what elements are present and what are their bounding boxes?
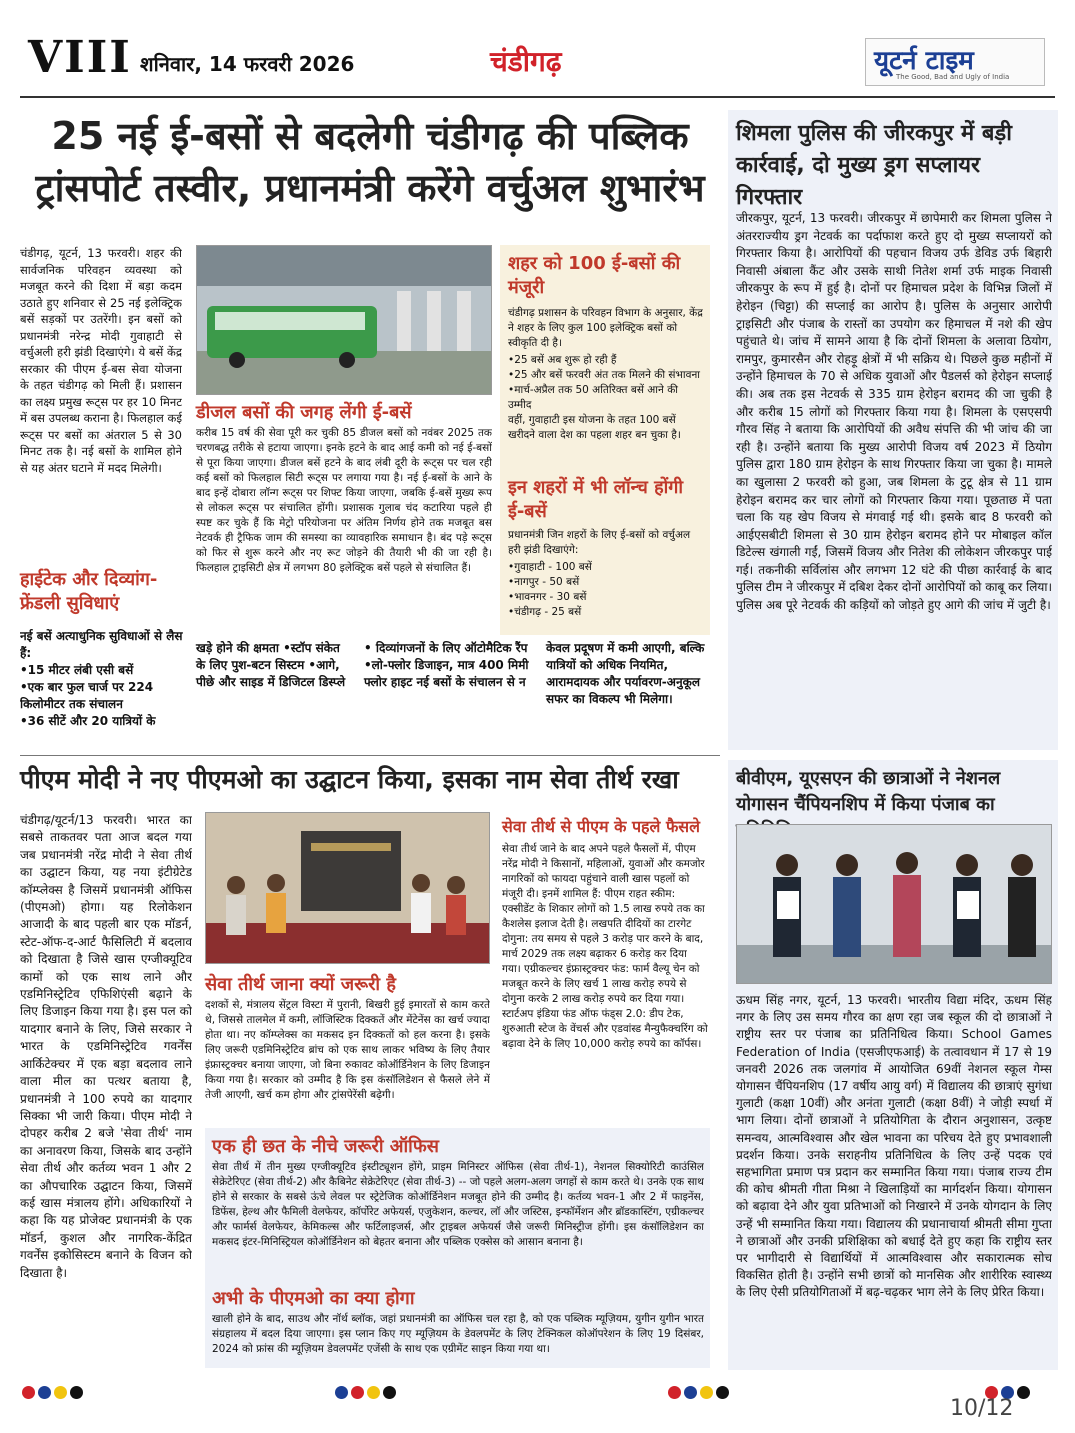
features-col-3: केवल प्रदूषण में कमी आएगी, बल्कि यात्रियों को अधिक नियमित, आरामदायक और पर्यावरण-अनुकूल सफर का विकल्प भी मिलेगा। <box>546 641 705 706</box>
footer-dot <box>367 1386 380 1399</box>
brand-tagline: The Good, Bad and Ugly of India <box>896 73 1010 81</box>
city-bullet: •गुवाहाटी - 100 बसें <box>508 561 592 573</box>
box-cities-list <box>508 528 704 628</box>
city-bullet: •नागपुर - 50 बसें <box>508 576 580 588</box>
ebus-headline-line2: ट्रांसपोर्ट तस्वीर, प्रधानमंत्री करेंगे वर्चुअल शुभारंभ <box>35 166 705 210</box>
old-pmo-subhead: अभी के पीएमओ का क्या होगा <box>212 1288 415 1309</box>
ebus-left-column <box>20 245 182 565</box>
office-paragraph: सेवा तीर्थ में तीन मुख्य एग्जीक्यूटिव इंस्टीट्यूशन होंगे, प्राइम मिनिस्टर ऑफिस (सेवा तीर्थ-1), नेशनल सिक्योरिटी काउंसिल सेक्रेटेरिएट (सेवा तीर्थ-2) और कैबिनेट सेक्रेटेरिएट (सेवा तीर्थ-3) -- जो पहले अलग-अलग जगहों से काम करते थे। उनके एक साथ होने से सरकार के सबसे ऊंचे लेवल पर स्ट्रेटेजिक कोऑर्डिनेशन मजबूत होने की उम्मीद है। कर्तव्य भवन-1 और 2 में फाइनेंस, डिफेंस, हेल्थ और फैमिली वेलफेयर, कॉर्पोरेट अफेयर्स, एजुकेशन, कल्चर, लॉ और जस्टिस, इन्फॉर्मेशन और ब्रॉडकास्टिंग, एग्रीकल्चर और फार्मर्स वेलफेयर, केमिकल्स और फर्टिलाइजर्स, और ट्राइबल अफेयर्स जैसे जरूरी मिनिस्ट्रीज होंगी। इस कंसॉलिडेशन का मकसद इंटर-मिनिस्ट्रियल कोऑर्डिनेशन को बेहतर बनाना और पब्लिक एक्सेस को आसान बनाना है। <box>212 1161 704 1248</box>
old-pmo-paragraph: खाली होने के बाद, साउथ और नॉर्थ ब्लॉक, जहां प्रधानमंत्री का ऑफिस चल रहा है, को एक पब्लिक म्यूज़ियम, युगीन युगीन भारत संग्रहालय में बदल दिया जाएगा। इस प्लान किए गए म्यूज़ियम के डेवलपमेंट के लिए टेक्निकल कोऑपरेशन के लिए 19 दिसंबर, 2024 को फ्रांस की म्यूज़ियम डेवलपमेंट एजेंसी के साथ एक एग्रीमेंट साइन किया गया था। <box>212 1313 704 1355</box>
yoga-body <box>736 992 1052 1364</box>
footer-dot <box>22 1386 35 1399</box>
drug-paragraph: जीरकपुर, यूटर्न, 13 फरवरी। जीरकपुर में छापेमारी कर शिमला पुलिस ने अंतरराज्यीय ड्रग नेटवर्क का पर्दाफाश करते हुए दो मुख्य सप्लायरों को गिरफ्तार किया है। आरोपियों की पहचान विजय उर्फ डेविड उर्फ बिहारी निवासी अंबाला कैंट और उसके साथी नितेश शर्मा उर्फ माइक निवासी जीरकपुर के रूप में हुई है। दोनों पर हिमाचल प्रदेश के विभिन्न जिलों में हेरोइन (चिट्टा) की सप्लाई का आरोप है। पुलिस के अनुसार आरोपी ट्राइसिटी और पंजाब के रास्तों का उपयोग कर हिमाचल में नशे की खेप पहुंचाते थे। जांच में सामने आया है कि दोनों शिमला के अलावा ठियोग, रामपुर, कुमारसैन और रोहड़ू क्षेत्रों में भी सक्रिय थे। पिछले कुछ महीनों में उन्होंने हिमाचल के 70 से अधिक युवाओं और पैडलर्स को हेरोइन सप्लाई की। अब तक इस नेटवर्क से 335 ग्राम हेरोइन बरामद की जा चुकी है और करीब 15 लोगों को गिरफ्तार किया गया है। शिमला के एसएसपी गौरव सिंह ने बताया कि आरोपियों की अवैध संपत्ति की भी जांच की जा रही है। उन्होंने बताया कि मुख्य आरोपी विजय वर्ष 2023 में ठियोग पुलिस द्वारा 180 ग्राम हेरोइन के साथ गिरफ्तार किया जा चुका है। मामले का खुलासा 2 फरवरी को हुआ, जब शिमला के टुटू क्षेत्र से 11 ग्राम हेरोइन बरामद कर चार लोगों को गिरफ्तार किया गया। पूछताछ में पता चला कि यह खेप विजय से मंगवाई गई थी। इसके बाद 8 फरवरी को आईएसबीटी शिमला से 30 ग्राम हेरोइन बरामद होने पर मोबाइल कॉल डिटेल्स खंगाली गईं, जिसमें विजय और नितेश की लोकेशन जीरकपुर पाई गई। तकनीकी सर्विलांस और लगभग 12 घंटे की पीछा कार्रवाई के बाद पुलिस टीम ने जीरकपुर में दबिश देकर दोनों आरोपियों को काबू कर लिया। पुलिस अब पूरे नेटवर्क की कड़ियों को जोड़ते हुए आगे की जांच में जुटी है। <box>736 211 1052 613</box>
hitech-subhead: हाईटेक और दिव्यांग-फ्रेंडली सुविधाएं <box>20 569 158 614</box>
pmo-photo-illustration <box>206 813 490 964</box>
footer-dot <box>1017 1386 1030 1399</box>
footer-dot <box>700 1386 713 1399</box>
box-bullet: •25 और बसें फरवरी अंत तक मिलने की संभावना <box>508 369 700 381</box>
pmo-photo <box>205 812 490 964</box>
city-bullet: •चंडीगढ़ - 25 बसें <box>508 606 582 618</box>
hitech-bullet: •एक बार फुल चार्ज पर 224 किलोमीटर तक संचालन <box>20 680 154 711</box>
yoga-paragraph: ऊधम सिंह नगर, यूटर्न, 13 फरवरी। भारतीय विद्या मंदिर, ऊधम सिंह नगर के लिए उस समय गौरव का क्षण रहा जब स्कूल की दो छात्राओं ने राष्ट्रीय स्तर पर पंजाब का प्रतिनिधित्व किया। School Games Federation of India (एसजीएफआई) के तत्वावधान में 17 से 19 जनवरी 2026 तक जलगांव में आयोजित 69वीं नेशनल स्कूल गेम्स योगासन चैंपियनशिप (17 वर्षीय आयु वर्ग) में विद्यालय की छात्राएं सुगंधा गुलाटी (कक्षा 10वीं) और अनंता गुलाटी (कक्षा 8वीं) ने जोड़ी स्पर्धा में भाग लिया। दोनों छात्राओं ने प्रतियोगिता के दौरान अनुशासन, उत्कृष्ट समन्वय, आत्मविश्वास और खेल भावना का परिचय देते हुए प्रभावशाली प्रदर्शन किया। उनके सराहनीय प्रतिनिधित्व के लिए उन्हें पदक एवं सहभागिता प्रमाण पत्र प्रदान कर सम्मानित किया गया। पंजाब राज्य टीम की कोच श्रीमती गीता मिश्रा ने खिलाड़ियों का मार्गदर्शन किया। योगासन को बढ़ावा देने और युवा प्रतिभाओं को निखारने में उनके योगदान के लिए उन्हें भी सम्मानित किया गया। विद्यालय की प्रधानाचार्या श्रीमती सीमा गुप्ता ने छात्राओं और उनकी प्रशिक्षिका को बधाई देते हुए कहा कि राष्ट्रीय स्तर पर भागीदारी से विद्यार्थियों में आत्मविश्वास और सकारात्मक सोच विकसित होती है। उन्होंने सभी छात्रों को मानसिक और शारीरिक स्वास्थ्य के लिए ऐसी प्रतियोगिताओं में बढ़-चढ़कर भाग लेने के लिए प्रेरित किया। <box>736 993 1052 1300</box>
box-title-100-buses: शहर को 100 ई-बसों की मंजूरी <box>508 253 681 298</box>
why-paragraph: दशकों से, मंत्रालय सेंट्रल विस्टा में पुरानी, बिखरी हुई इमारतों से काम करते थे, जिससे तालमेल में कमी, लॉजिस्टिक दिक्कतें और मेंटेनेंस का खर्च ज्यादा होता था। नए कॉम्प्लेक्स का मकसद इन दिक्कतों को हल करना है। इसके लिए जरूरी एडमिनिस्ट्रेटिव ब्रांच को एक साथ लाकर भविष्य के लिए तैयार इंफ्रास्ट्रक्चर बनाया जाएगा, जो बिना रुकावट कोऑर्डिनेशन के लिए डिजाइन किया गया है। सरकार को उम्मीद है कि इस कंसॉलिडेशन से फैसले लेने में तेजी आएगी, खर्च कम होगा और ट्रांसपेरेंसी बढ़ेगी। <box>205 999 490 1101</box>
city-section: चंडीगढ़ <box>490 45 562 78</box>
yoga-photo <box>736 824 1052 984</box>
box-100-intro: चंडीगढ़ प्रशासन के परिवहन विभाग के अनुसार, केंद्र ने शहर के लिए कुल 100 इलेक्ट्रिक बसों को स्वीकृति दी है। <box>508 307 703 349</box>
hitech-list <box>20 628 195 746</box>
footer-dot <box>668 1386 681 1399</box>
yoga-headline: बीवीएम, यूएसएन की छात्राओं ने नेशनल योगासन चैंपियनशिप में किया पंजाब का <box>736 768 1001 815</box>
hitech-bullet: •15 मीटर लंबी एसी बसें <box>20 663 134 677</box>
office-subhead: एक ही छत के नीचे जरूरी ऑफिस <box>212 1136 439 1157</box>
why-subhead: सेवा तीर्थ जाना क्यों जरूरी है <box>205 974 396 995</box>
pm-decisions-text <box>502 842 708 1127</box>
footer-dot <box>684 1386 697 1399</box>
pm-decisions-paragraph: सेवा तीर्थ जाने के बाद अपने पहले फैसलों में, पीएम नरेंद्र मोदी ने किसानों, महिलाओं, युवाओं और कमजोर नागरिकों को फायदा पहुंचाने वाली खास पहलों को मंजूरी दी। इनमें शामिल हैं: पीएम राहत स्कीम: एक्सीडेंट के शिकार लोगों को 1.5 लाख रुपये तक का कैशलेस इलाज देती है। लखपति दीदियों का टारगेट दोगुना: तय समय से पहले 3 करोड़ पार करने के बाद, मार्च 2029 तक लक्ष्य बढ़ाकर 6 करोड़ कर दिया गया। एग्रीकल्चर इंफ्रास्ट्रक्चर फंड: फार्म वैल्यू चेन को मजबूत करने के लिए खर्च 1 लाख करोड़ रुपये से दोगुना करके 2 लाख करोड़ रुपये कर दिया गया। स्टार्टअप इंडिया फंड ऑफ फंड्स 2.0: डीप टेक, शुरुआती स्टेज के वेंचर्स और एडवांस्ड मैन्युफैक्चरिंग को बढ़ावा देने के लिए 10,000 करोड़ रुपये का कॉर्पस। <box>502 843 708 1050</box>
features-col-1: खड़े होने की क्षमता •स्टॉप संकेत के लिए पुश-बटन सिस्टम •आगे, पीछे और साइड में डिजिटल डिस्प्ले <box>196 641 346 689</box>
why-text <box>205 998 490 1123</box>
box-bullet: •मार्च-अप्रैल तक 50 अतिरिक्त बसें आने की उम्मीद <box>508 384 678 411</box>
ebus-photo-illustration <box>197 246 492 395</box>
pm-decisions-title: सेवा तीर्थ से पीएम के पहले फैसले <box>502 817 700 836</box>
pmo-left-column <box>20 812 192 1367</box>
page-counter: 10/12 <box>950 1396 1014 1421</box>
footer-dots-right <box>668 1384 732 1398</box>
footer-dots-left <box>22 1384 86 1398</box>
office-text <box>212 1160 704 1282</box>
brand-name: यूटर्न टाइम <box>874 46 974 76</box>
yoga-photo-illustration <box>737 825 1052 984</box>
box-title-cities: इन शहरों में भी लॉन्च होंगी ई-बसें <box>508 477 684 522</box>
issue-date: शनिवार, 14 फरवरी 2026 <box>140 52 355 76</box>
story-divider <box>20 755 720 756</box>
ebus-left-text: चंडीगढ़, यूटर्न, 13 फरवरी। शहर की सार्वजनिक परिवहन व्यवस्था को मजबूत करने की दिशा में बड़ा कदम उठाते हुए शनिवार से 25 नई इलेक्ट्रिक बसें सड़कों पर उतरेंगी। इन बसों को प्रधानमंत्री नरेन्द्र मोदी गुवाहाटी से वर्चुअली हरी झंडी दिखाएंगे। ये बसें केंद्र सरकार की पीएम ई-बस सेवा योजना के तहत चंडीगढ़ को मिली हैं। प्रशासन का लक्ष्य प्रमुख रूट्स पर हर 10 मिनट में बस उपलब्ध कराना है। फिलहाल कई रूट्स पर बसों का अंतराल 5 से 30 मिनट तक है। नई बसों के शामिल होने से यह अंतर घटाने में मदद मिलेगी। <box>20 246 182 475</box>
box-100-buses-text <box>508 306 704 476</box>
drug-headline: शिमला पुलिस की जीरकपुर में बड़ी कार्रवाई, दो मुख्य ड्रग सप्लायर गिरफ्तार <box>736 121 1012 210</box>
diesel-subhead: डीजल बसों की जगह लेंगी ई-बसें <box>196 402 412 423</box>
old-pmo-text <box>212 1312 704 1364</box>
box-cities-intro: प्रधानमंत्री जिन शहरों के लिए ई-बसों को वर्चुअल हरी झंडी दिखाएंगे: <box>508 529 691 556</box>
box-100-guwahati: वहीं, गुवाहाटी इस योजना के तहत 100 बसें खरीदने वाला देश का पहला शहर बन चुका है। <box>508 414 681 441</box>
ebus-headline <box>20 110 720 214</box>
ebus-photo <box>196 245 492 395</box>
footer-dot <box>54 1386 67 1399</box>
city-bullet: •भावनगर - 30 बसें <box>508 591 587 603</box>
footer-dot <box>38 1386 51 1399</box>
footer-dot <box>716 1386 729 1399</box>
footer-dot <box>351 1386 364 1399</box>
footer-dot <box>335 1386 348 1399</box>
hitech-bullet: •36 सीटें और 20 यात्रियों के <box>20 714 156 728</box>
drug-body <box>736 210 1052 745</box>
page-number: VIII <box>28 32 132 83</box>
footer-dot <box>70 1386 83 1399</box>
masthead-rule <box>20 96 1055 98</box>
diesel-paragraph: करीब 15 वर्ष की सेवा पूरी कर चुकी 85 डीजल बसों को नवंबर 2025 तक चरणबद्ध तरीके से हटाया जाएगा। इनके हटने के बाद आई कमी को नई ई-बसों से पूरा किया जाएगा। डीजल बसें हटने के बाद लंबी दूरी के रूट्स पर चल रही कई बसों को फिलहाल सिटी रूट्स पर लगाया गया है। नई ई-बसों के आने के बाद इन्हें दोबारा लॉन्ग रूट्स पर शिफ्ट किया जाएगा, जबकि ई-बसें मुख्य रूप से लोकल रूट्स पर संचालित होंगी। प्रशासक गुलाब चंद कटारिया पहले ही स्पष्ट कर चुके हैं कि मेट्रो परियोजना पर अंतिम निर्णय होने तक मजबूत बस नेटवर्क ही ट्रैफिक जाम की समस्या का व्यावहारिक समाधान है। बंद पड़े रूट्स को फिर से शुरू करने और नए रूट जोड़ने की तैयारी भी की जा रही है। फिलहाल ट्राइसिटी क्षेत्र में लगभग 80 इलेक्ट्रिक बसें पहले से संचालित हैं। <box>196 427 492 574</box>
pmo-left-text: चंडीगढ़/यूटर्न/13 फरवरी। भारत का सबसे ताकतवर पता आज बदल गया जब प्रधानमंत्री नरेंद्र मोदी ने सेवा तीर्थ का उद्घाटन किया, यह नया इंटीग्रेटेड कॉम्प्लेक्स है जिसमें प्रधानमंत्री ऑफिस (पीएमओ) होगा। यह रिलोकेशन आजादी के बाद पहली बार एक मॉडर्न, स्टेट-ऑफ-द-आर्ट फैसिलिटी में बदलाव को दिखाता है जिसे खास एग्जीक्यूटिव कामों को एक साथ लाने और एडमिनिस्ट्रेटिव एफिशिएंसी बढ़ाने के लिए डिजाइन किया गया है। इस पल को यादगार बनाने के लिए, जिसे सरकार ने भारत के एडमिनिस्ट्रेटिव गवर्नेंस आर्किटेक्चर में एक बड़ा बदलाव लाने वाला मील का पत्थर बताया है, प्रधानमंत्री ने 100 रुपये का यादगार सिक्का भी जारी किया। पीएम मोदी ने दोपहर करीब 2 बजे 'सेवा तीर्थ' नाम का अनावरण किया, जिसके बाद उन्होंने सेवा तीर्थ और कर्तव्य भवन 1 और 2 का औपचारिक उद्घाटन किया, जिसमें कई खास मंत्रालय होंगे। अधिकारियों ने कहा कि यह प्रोजेक्ट प्रधानमंत्री के एक मॉडर्न, कुशल और नागरिक-केंद्रित गवर्नेंस इकोसिस्टम बनाने के विजन को दिखाता है। <box>20 813 192 1280</box>
newspaper-logo <box>865 38 1045 86</box>
features-col-2: • दिव्यांगजनों के लिए ऑटोमैटिक रैंप •लो-फ्लोर डिजाइन, मात्र 400 मिमी फ्लोर हाइट नई बसों के संचालन से न <box>364 641 529 689</box>
footer-dot <box>383 1386 396 1399</box>
pmo-headline: पीएम मोदी ने नए पीएमओ का उद्घाटन किया, इसका नाम सेवा तीर्थ रखा <box>20 765 679 794</box>
diesel-text <box>196 426 492 636</box>
box-bullet: •25 बसें अब शुरू हो रही हैं <box>508 354 617 366</box>
footer-dots-mid <box>335 1384 399 1398</box>
hitech-intro: नई बसें अत्याधुनिक सुविधाओं से लैस हैं: <box>20 629 183 660</box>
masthead <box>20 30 1055 90</box>
ebus-headline-line1: 25 नई ई-बसों से बदलेगी चंडीगढ़ की पब्लिक <box>51 114 689 158</box>
